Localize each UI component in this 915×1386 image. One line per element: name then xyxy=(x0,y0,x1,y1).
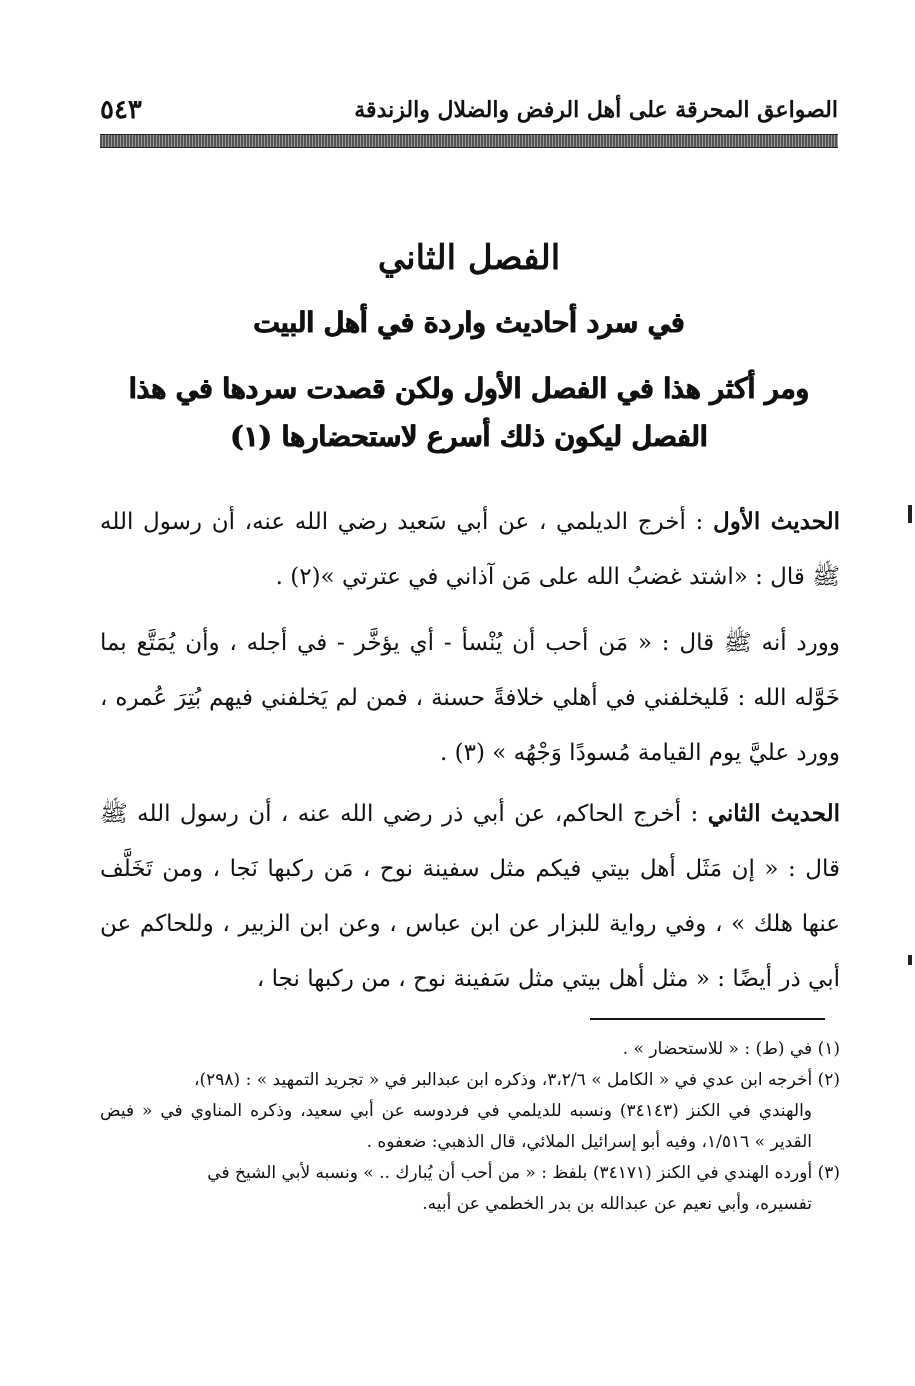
footnote-3-continuation: تفسيره، وأبي نعيم عن عبدالله بن بدر الخطمي عن أبيه. xyxy=(422,1194,812,1214)
margin-mark xyxy=(908,505,912,523)
page-header xyxy=(100,92,838,128)
margin-mark xyxy=(908,955,912,965)
chapter-note-line-1: ومر أكثر هذا في الفصل الأول ولكن قصدت سردها في هذا xyxy=(128,372,810,405)
footnote-2-continuation: والهندي في الكنز (٣٤١٤٣) ونسبه للديلمي في فردوسه عن أبي سعيد، وذكره المناوي في « فيض القدير » ١/٥١٦، وفيه أبو إسرائيل الملائي، قال الذهبي: ضعفوه . xyxy=(100,1101,812,1152)
hadith-2-text: : أخرج الحاكم، عن أبي ذر رضي الله عنه ، أن رسول الله ﷺ قال : « إن مَثَل أهل بيتي فيكم مثل سفينة نوح ، مَن ركبها نَجا ، ومن تَخَلَّف عنها هلك » ، وفي رواية للبزار عن ابن عباس ، وعن ابن الزبير ، وللحاكم عن أبي ذر أيضًا : « مثل أهل بيتي مثل سَفينة نوح ، من ركبها نجا ، xyxy=(100,801,840,992)
running-title: الصواعق المحرقة على أهل الرفض والضلال والزندقة xyxy=(354,97,838,123)
page-number: ٥٤٣ xyxy=(100,95,142,125)
chapter-title: الفصل الثاني xyxy=(377,238,561,278)
chapter-subtitle: في سرد أحاديث واردة في أهل البيت xyxy=(253,306,685,339)
hadith-1-paragraph xyxy=(100,494,840,605)
footnote-1: (١) في (ط) : « للاستحضار » . xyxy=(622,1039,840,1059)
hadith-1-lead: الحديث الأول xyxy=(712,508,840,535)
chapter-note-line-2: الفصل ليكون ذلك أسرع لاستحضارها (١) xyxy=(230,420,708,453)
hadith-1-text: : أخرج الديلمي ، عن أبي سَعيد رضي الله عنه، أن رسول الله ﷺ قال : «اشتد غضبُ الله على مَن آذاني في عترتي »(٢) . xyxy=(100,509,840,590)
hadith-1-narration-paragraph: وورد أنه ﷺ قال : « مَن أحب أن يُنْسأ - أي يؤخَّر - في أجله ، وأن يُمَتَّع بما خَوَّله الله : فَليخلفني في أهلي خلافةً حسنة ، فمن لم يَخلفني فيهم بُتِرَ عُمره ، وورد عليَّ يوم القيامة مُسودًا وَجْهُه » (٣) . xyxy=(100,630,840,766)
hadith-2-paragraph xyxy=(100,786,840,1007)
footnotes xyxy=(100,1034,840,1220)
footnote-separator xyxy=(590,1018,825,1020)
footnote-3: (٣) أورده الهندي في الكنز (٣٤١٧١) بلفظ : « من أحب أن يُبارك .. » ونسبه لأبي الشيخ في xyxy=(207,1163,840,1183)
header-rule xyxy=(100,134,838,148)
footnote-2: (٢) أخرجه ابن عدي في « الكامل » ٣،٢/٦، وذكره ابن عبدالبر في « تجريد التمهيد » : (٢٩٨)، xyxy=(194,1070,840,1090)
hadith-2-lead: الحديث الثاني xyxy=(707,800,840,827)
